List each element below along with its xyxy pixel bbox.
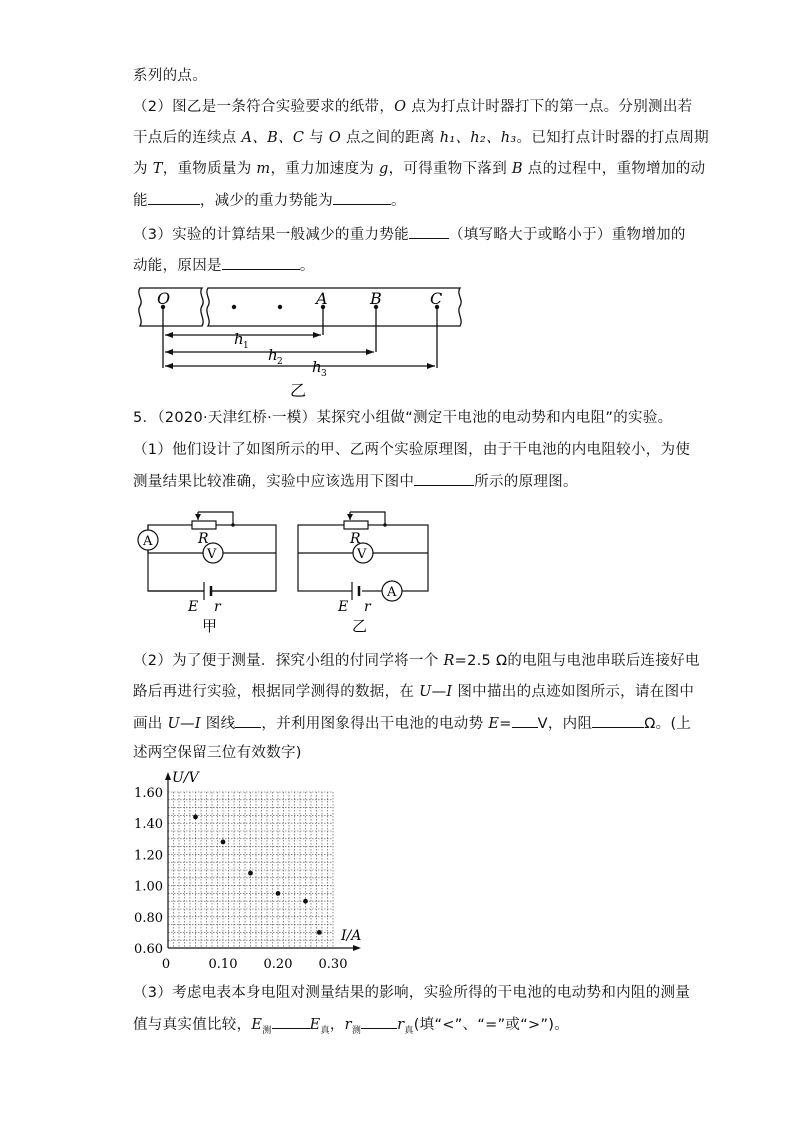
answer-blank[interactable] xyxy=(512,713,538,728)
circuit-caption-jia: 甲 xyxy=(202,617,218,635)
internal-resistance-label: r xyxy=(214,599,221,615)
svg-text:2: 2 xyxy=(277,357,283,367)
chart-grid xyxy=(168,792,333,948)
y-axis-arrow xyxy=(165,772,171,780)
ammeter-icon: A xyxy=(387,585,397,600)
point-o-label: O xyxy=(157,289,171,308)
data-point xyxy=(276,891,281,896)
question-5-part2-line2: 路后再进行实验，根据同学测得的数据，在 U—I 图中描出的点迹如图所示，请在图中 xyxy=(133,684,695,700)
h3-label: h xyxy=(312,358,322,376)
u-i-chart xyxy=(128,768,368,978)
ammeter-icon: A xyxy=(143,534,153,549)
data-point xyxy=(303,899,308,904)
question-5-part3-line1: （3）考虑电表本身电阻对测量结果的影响，实验所得的干电池的电动势和内阻的测量 xyxy=(133,985,691,1001)
x-tick-label: 0.20 xyxy=(263,957,293,972)
x-axis-label: I/A xyxy=(341,928,362,944)
answer-blank[interactable] xyxy=(148,190,200,205)
y-tick-label: 1.20 xyxy=(134,848,163,864)
emf-label: E xyxy=(188,599,199,615)
text-line-1: 系列的点。 xyxy=(133,68,207,84)
text-line-6: （3）实验的计算结果一般减少的重力势能 （填写略大于或略小于）重物增加的 xyxy=(133,224,686,245)
question-5-part2-line1: （2）为了便于测量．探究小组的付同学将一个 R=2.5 Ω的电阻与电池串联后连接好电 xyxy=(133,653,700,669)
answer-blank[interactable] xyxy=(361,1014,397,1029)
question-5-part2-line3: 画出 U—I 图线 ，并利用图象得出干电池的电动势 E= V，内阻 Ω。(上 xyxy=(133,713,691,734)
point-c-label: C xyxy=(430,289,443,308)
internal-resistance-label: r xyxy=(364,599,371,615)
answer-blank[interactable] xyxy=(235,713,261,728)
answer-blank[interactable] xyxy=(272,1014,310,1029)
svg-text:1: 1 xyxy=(243,341,249,351)
x-tick-label: 0 xyxy=(161,957,171,972)
rheostat-label: R xyxy=(198,531,209,547)
text-line-3: 干点后的连续点 A、B、C 与 O 点之间的距离 h₁、h₂、h₃。已知打点计时器的打点周期 xyxy=(133,130,709,146)
circuit-caption-yi: 乙 xyxy=(352,617,368,635)
data-point xyxy=(317,930,322,935)
paper-tape-figure xyxy=(130,280,470,400)
text-line-4: 为 T，重物质量为 m，重力加速度为 g，可得重物下落到 B 点的过程中，重物增加的动 xyxy=(133,161,706,177)
tape-dot xyxy=(278,305,282,309)
question-5-part1-line2: 测量结果比较准确，实验中应该选用下图中 所示的原理图。 xyxy=(133,471,578,492)
chart-axes xyxy=(165,772,361,951)
text-line-5: 能 ，减少的重力势能为 。 xyxy=(133,190,406,211)
x-axis-arrow xyxy=(353,945,361,951)
point-b-label: B xyxy=(370,289,382,308)
point-a-label: A xyxy=(316,289,328,308)
data-point xyxy=(193,815,198,820)
rheostat-label: R xyxy=(350,531,361,547)
tape-caption: 乙 xyxy=(290,381,307,400)
answer-blank[interactable] xyxy=(222,255,300,270)
chart-points xyxy=(193,815,322,935)
y-tick-label: 1.00 xyxy=(134,879,163,895)
question-5-title: 5．（2020·天津红桥·一模）某探究小组做“测定干电池的电动势和内电阻”的实验。 xyxy=(133,410,673,426)
y-tick-label: 0.80 xyxy=(134,910,163,926)
y-axis-label: U/V xyxy=(172,770,199,786)
chart-ticks xyxy=(134,786,347,972)
h2-label: h xyxy=(268,346,278,364)
question-5-part3-line2: 值与真实值比较，$E_测$ $E_真$，$r_测$ $r_真$(填“<”、“=”或“>”)。 xyxy=(133,1014,569,1041)
data-point xyxy=(221,840,226,845)
y-tick-label: 1.40 xyxy=(134,817,163,833)
svg-text:3: 3 xyxy=(321,369,327,379)
question-5-part1-line1: （1）他们设计了如图所示的甲、乙两个实验原理图，由于干电池的内电阻较小，为使 xyxy=(133,442,691,458)
answer-blank[interactable] xyxy=(409,224,449,239)
answer-blank[interactable] xyxy=(592,713,644,728)
h1-label: h xyxy=(234,330,244,348)
answer-blank[interactable] xyxy=(414,471,474,486)
question-5-part2-line4: 述两空保留三位有效数字) xyxy=(133,745,302,761)
voltmeter-icon: V xyxy=(207,547,217,562)
voltmeter-icon: V xyxy=(357,547,367,562)
data-point xyxy=(248,871,253,876)
emf-label: E xyxy=(338,599,349,615)
answer-blank[interactable] xyxy=(333,190,391,205)
y-tick-label: 1.60 xyxy=(134,786,163,801)
circuit-diagrams xyxy=(130,500,450,640)
tape-dot xyxy=(232,305,236,309)
x-tick-label: 0.10 xyxy=(208,957,238,972)
text-line-2: （2）图乙是一条符合实验要求的纸带，O 点为打点计时器打下的第一点。分别测出若 xyxy=(133,99,693,115)
x-tick-label: 0.30 xyxy=(318,957,348,972)
y-tick-label: 0.60 xyxy=(134,942,163,957)
text-line-7: 动能，原因是 。 xyxy=(133,255,315,276)
